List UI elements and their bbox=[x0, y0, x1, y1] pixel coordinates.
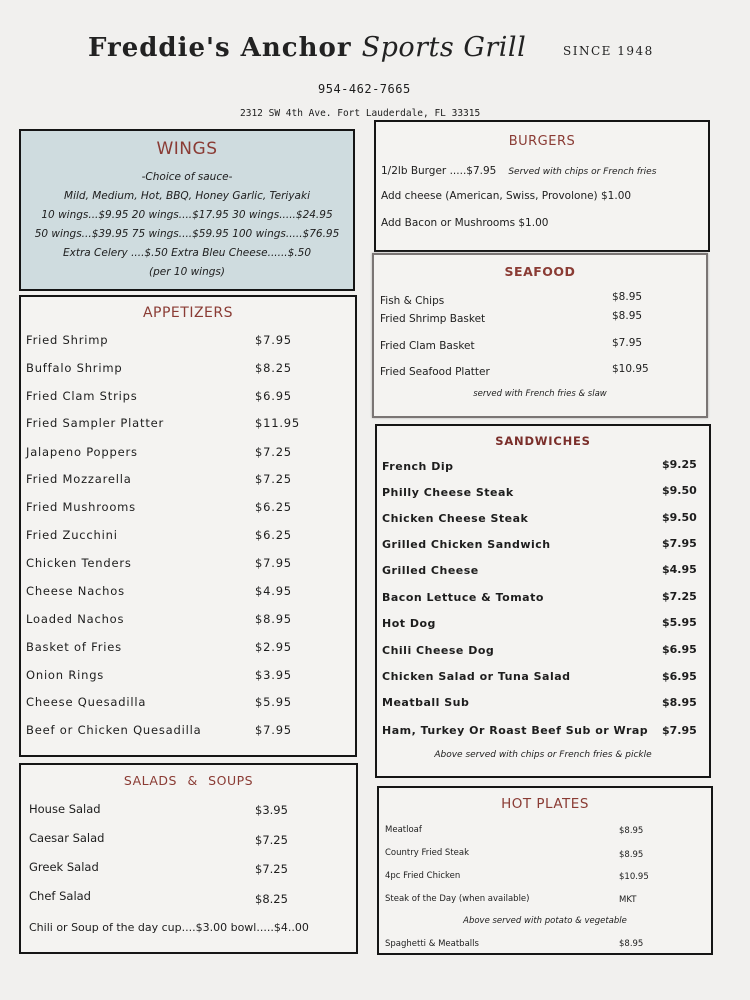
item-name: Fried Clam Strips bbox=[26, 389, 138, 403]
item-price: $7.95 bbox=[662, 724, 697, 737]
burgers-title: BURGERS bbox=[508, 134, 576, 149]
item-name: Loaded Nachos bbox=[26, 612, 125, 626]
item-price: $6.25 bbox=[255, 500, 292, 514]
item-name: Fish & Chips bbox=[380, 295, 445, 307]
wings-box bbox=[19, 129, 355, 291]
item-price: $10.95 bbox=[612, 363, 649, 375]
item-price: $7.25 bbox=[662, 590, 697, 603]
sandwiches-box bbox=[375, 424, 711, 778]
item-name: 4pc Fried Chicken bbox=[385, 871, 461, 881]
item-name: Hot Dog bbox=[382, 617, 436, 630]
item-name: Chef Salad bbox=[29, 889, 91, 903]
restaurant-name bbox=[88, 32, 526, 63]
item-note: Served with chips or French fries bbox=[508, 167, 657, 177]
appetizers-box bbox=[19, 295, 357, 757]
wings-line: (per 10 wings) bbox=[149, 266, 225, 278]
since-label: SINCE 1948 bbox=[563, 44, 654, 58]
item-price: $11.95 bbox=[255, 416, 301, 430]
item-name: Fried Shrimp bbox=[26, 333, 109, 347]
item-price: $8.95 bbox=[612, 310, 643, 322]
item-price: $9.25 bbox=[662, 458, 697, 471]
item-price: $8.95 bbox=[612, 291, 643, 303]
salads-title: SALADS & SOUPS bbox=[123, 773, 254, 788]
item-name: Greek Salad bbox=[29, 860, 99, 874]
item-price: $9.50 bbox=[662, 511, 697, 524]
item-price: $8.95 bbox=[619, 939, 644, 949]
item-price: $7.25 bbox=[255, 862, 288, 876]
item-name: Grilled Cheese bbox=[382, 564, 479, 577]
item-price: $7.95 bbox=[612, 337, 643, 349]
sandwiches-title: SANDWICHES bbox=[495, 434, 591, 448]
item-price: $7.95 bbox=[255, 723, 292, 737]
wings-line: 50 wings...$39.95 75 wings....$59.95 100 wings.....$76.95 bbox=[34, 228, 340, 240]
item-price: $9.50 bbox=[662, 484, 697, 497]
item-name: Cheese Nachos bbox=[26, 584, 125, 598]
item-name: Bacon Lettuce & Tomato bbox=[382, 591, 544, 604]
item-price: $3.95 bbox=[255, 668, 292, 682]
item-name: Fried Mushrooms bbox=[26, 500, 136, 514]
item-name: Fried Shrimp Basket bbox=[380, 313, 486, 325]
wings-line: Extra Celery ....$.50 Extra Bleu Cheese......$.50 bbox=[62, 247, 312, 259]
item-name: Fried Seafood Platter bbox=[380, 366, 490, 378]
item-name: Jalapeno Poppers bbox=[26, 445, 138, 459]
hot-plates-title: HOT PLATES bbox=[501, 796, 589, 812]
item-name: Caesar Salad bbox=[29, 831, 105, 845]
item-name: French Dip bbox=[382, 460, 454, 473]
item-name: Beef or Chicken Quesadilla bbox=[26, 723, 202, 737]
item-price: $3.95 bbox=[255, 803, 288, 817]
item-name: Basket of Fries bbox=[26, 640, 122, 654]
hot-plates-note: Above served with potato & vegetable bbox=[463, 916, 627, 926]
wings-line: -Choice of sauce- bbox=[141, 171, 233, 183]
item-price: MKT bbox=[619, 895, 637, 905]
item-name: House Salad bbox=[29, 802, 101, 816]
item-price: $7.25 bbox=[255, 472, 292, 486]
soup-line: Chili or Soup of the day cup....$3.00 bowl.....$4..00 bbox=[29, 921, 309, 934]
item-price: $8.25 bbox=[255, 361, 292, 375]
item-price: $4.95 bbox=[255, 584, 292, 598]
item-name: Fried Sampler Platter bbox=[26, 416, 165, 430]
wings-title: WINGS bbox=[156, 139, 218, 159]
hot-plates-box bbox=[377, 786, 713, 955]
item-name: Steak of the Day (when available) bbox=[385, 894, 530, 904]
item-price: $7.25 bbox=[255, 833, 288, 847]
item-name: Buffalo Shrimp bbox=[26, 361, 123, 375]
item-price: $6.95 bbox=[662, 643, 697, 656]
item-price: $8.95 bbox=[619, 826, 644, 836]
menu-item: Add Bacon or Mushrooms $1.00 bbox=[381, 217, 549, 229]
item-price: $6.95 bbox=[255, 389, 292, 403]
sandwiches-note: Above served with chips or French fries & pickle bbox=[434, 750, 652, 760]
item-price: $5.95 bbox=[255, 695, 292, 709]
item-price: $7.25 bbox=[255, 445, 292, 459]
item-name: Ham, Turkey Or Roast Beef Sub or Wrap bbox=[382, 724, 649, 737]
item-price: $6.95 bbox=[662, 670, 697, 683]
item-name: Fried Mozzarella bbox=[26, 472, 132, 486]
burgers-box bbox=[374, 120, 710, 252]
item-price: $10.95 bbox=[619, 872, 649, 882]
item-price: $4.95 bbox=[662, 563, 697, 576]
item-name: 1/2lb Burger .....$7.95 bbox=[381, 165, 497, 177]
item-name: Grilled Chicken Sandwich bbox=[382, 538, 551, 551]
item-price: $8.25 bbox=[255, 892, 288, 906]
item-name: Chili Cheese Dog bbox=[382, 644, 495, 657]
item-price: $2.95 bbox=[255, 640, 292, 654]
item-price: $8.95 bbox=[662, 696, 697, 709]
item-name: Chicken Cheese Steak bbox=[382, 512, 529, 525]
address: 2312 SW 4th Ave. Fort Lauderdale, FL 33315 bbox=[240, 108, 481, 119]
item-price: $7.95 bbox=[255, 333, 292, 347]
item-name: Philly Cheese Steak bbox=[382, 486, 514, 499]
seafood-box bbox=[372, 253, 708, 418]
item-name: Fried Zucchini bbox=[26, 528, 118, 542]
item-price: $7.95 bbox=[255, 556, 292, 570]
seafood-title: SEAFOOD bbox=[504, 264, 576, 279]
appetizers-title: APPETIZERS bbox=[142, 305, 234, 321]
item-name: Spaghetti & Meatballs bbox=[385, 939, 479, 949]
menu-item: Add cheese (American, Swiss, Provolone) $1.00 bbox=[381, 190, 632, 202]
wings-line: Mild, Medium, Hot, BBQ, Honey Garlic, Teriyaki bbox=[64, 190, 310, 202]
item-price: $7.95 bbox=[662, 537, 697, 550]
item-price: $8.95 bbox=[255, 612, 292, 626]
item-name: Cheese Quesadilla bbox=[26, 695, 147, 709]
menu-item bbox=[381, 165, 656, 177]
item-name: Chicken Salad or Tuna Salad bbox=[382, 670, 571, 683]
wings-line: 10 wings...$9.95 20 wings....$17.95 30 wings.....$24.95 bbox=[41, 209, 333, 221]
item-name: Meatloaf bbox=[385, 825, 422, 835]
item-name: Chicken Tenders bbox=[26, 556, 132, 570]
item-name: Fried Clam Basket bbox=[380, 340, 475, 352]
restaurant-name-script: Sports Grill bbox=[361, 32, 527, 63]
item-name: Meatball Sub bbox=[382, 696, 470, 709]
item-price: $5.95 bbox=[662, 616, 697, 629]
item-price: $8.95 bbox=[619, 850, 644, 860]
salads-box bbox=[19, 763, 358, 954]
restaurant-name-bold: Freddie's Anchor bbox=[88, 33, 352, 63]
item-name: Country Fried Steak bbox=[385, 848, 470, 858]
phone-number: 954-462-7665 bbox=[318, 82, 411, 96]
item-price: $6.25 bbox=[255, 528, 292, 542]
item-name: Onion Rings bbox=[26, 668, 105, 682]
seafood-note: served with French fries & slaw bbox=[473, 389, 607, 399]
